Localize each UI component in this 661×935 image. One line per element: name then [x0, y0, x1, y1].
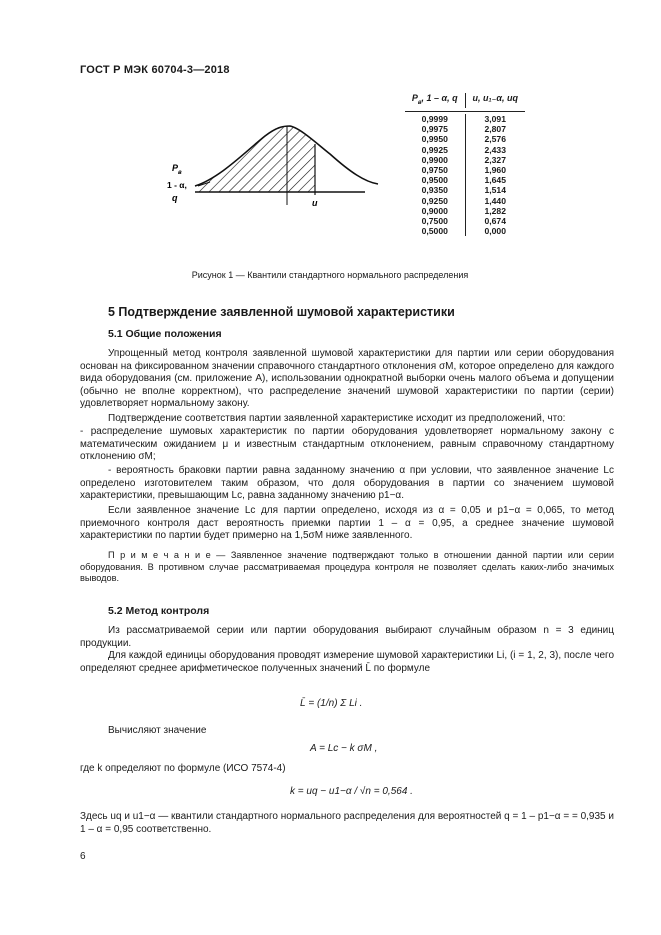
- table-row: [405, 206, 525, 216]
- note-text: Заявленное значение подтверждают только в отношении данной партии или серии оборудования. В противном случае рассматриваемая процедура контроля не позволяет сделать каких-либо значимых выводов.: [80, 550, 615, 584]
- bullet-2: - вероятность браковки партии равна заданному значению α при условии, что заявленное значение Lc определено изготовителем таким образом, что доля оборудования в партии со значением шумовой характеристики, превышающим Lc, равна заданному значению p1−α.: [80, 465, 614, 502]
- table-cell-quantile: 2,433: [484, 144, 506, 155]
- table-row: [405, 114, 525, 124]
- formula-a: A = Lc − k σM ,: [310, 743, 378, 754]
- table-cell-probability: 0,9999: [421, 114, 448, 124]
- paragraph-5-2-1: Из рассматриваемой серии или партии оборудования выбирают случайным образом n = 3 единиц продукции.: [80, 625, 614, 649]
- table-cell-quantile: 1,960: [484, 165, 506, 176]
- table-cell-quantile: 1,282: [484, 205, 506, 216]
- figure-caption: Рисунок 1 — Квантили стандартного нормального распределения: [191, 270, 469, 280]
- table-row: [405, 226, 525, 236]
- paragraph-5-1-1: Упрощенный метод контроля заявленной шумовой характеристики для партии или серии оборудования основан на фиксированном значении справочного стандартного отклонения σM, которое определено для каждого вида оборудования (см. приложение А), использовании однократной выборки очень малого объема и допущении (обычно не вполне корректном), что распределение значений шумовой характеристики по партии (серии) удовлетворяет нормальному закону.: [80, 348, 614, 410]
- label-1a: 1 - α,: [167, 180, 187, 190]
- formula-mean: L̄ = (1/n) Σ Li .: [300, 698, 363, 709]
- table-cell-quantile: 2,327: [484, 154, 506, 165]
- table-cell-quantile: 0,674: [484, 216, 506, 227]
- table-body: [405, 114, 525, 236]
- table-row: [405, 145, 525, 155]
- table-cell-probability: 0,9350: [421, 185, 448, 196]
- table-cell-quantile: 3,091: [484, 114, 506, 124]
- table-cell-probability: 0,9975: [421, 124, 448, 135]
- quantile-table: [405, 93, 525, 236]
- table-cell-probability: 0,5000: [421, 226, 448, 237]
- section-5-title: 5 Подтверждение заявленной шумовой характеристики: [108, 305, 455, 319]
- table-row: [405, 175, 525, 185]
- table-row: [405, 216, 525, 226]
- label-u: u: [312, 198, 318, 208]
- hatched-area: [195, 126, 315, 192]
- section-5-1-title: 5.1 Общие положения: [108, 328, 222, 340]
- note: [80, 550, 614, 585]
- page-number: 6: [80, 851, 86, 862]
- section-5-2-title: 5.2 Метод контроля: [108, 605, 210, 617]
- paragraph-5-2-3: Вычисляют значение: [108, 725, 207, 736]
- table-cell-quantile: 0,000: [484, 226, 506, 237]
- table-cell-quantile: 2,576: [484, 134, 506, 145]
- label-q: q: [172, 193, 178, 203]
- table-cell-probability: 0,9900: [421, 154, 448, 165]
- table-cell-quantile: 2,807: [484, 124, 506, 135]
- table-cell-probability: 0,9000: [421, 205, 448, 216]
- paragraph-5-1-2: Подтверждение соответствия партии заявленной характеристике исходит из предположений, что:: [108, 413, 566, 424]
- table-row: [405, 155, 525, 165]
- table-cell-probability: 0,9500: [421, 175, 448, 186]
- table-row: [405, 134, 525, 144]
- paragraph-5-1-3: Если заявленное значение Lc для партии определено, исходя из α = 0,05 и p1−α = 0,065, то метод приемочного контроля даст вероятность приемки партии 1 – α = 0,95, а среднее значение шумовой характеристики по партии будет примерно на 1,5σM ниже заявленного.: [80, 505, 614, 542]
- paragraph-5-2-4: где k определяют по формуле (ИСО 7574-4): [80, 763, 286, 774]
- table-cell-probability: 0,9925: [421, 144, 448, 155]
- table-cell-quantile: 1,514: [484, 185, 506, 196]
- table-cell-quantile: 1,645: [484, 175, 506, 186]
- table-row: [405, 185, 525, 195]
- table-header: $P_в$, 1 – α, q u, u₁₋α, uq: [405, 93, 525, 112]
- table-row: [405, 124, 525, 134]
- formula-k: k = uq − u1−α / √n = 0,564 .: [290, 786, 413, 797]
- table-cell-probability: 0,9750: [421, 165, 448, 176]
- note-label: П р и м е ч а н и е —: [108, 550, 226, 560]
- table-cell-probability: 0,9250: [421, 195, 448, 206]
- table-cell-probability: 0,9950: [421, 134, 448, 145]
- table-row: [405, 165, 525, 175]
- paragraph-5-2-2: Для каждой единицы оборудования проводят измерение шумовой характеристики Li, (i = 1, 2, 3), после чего определяют среднее арифметическое полученных значений L̄ по формуле: [80, 650, 614, 674]
- paragraph-5-2-5: Здесь uq и u1−α — квантили стандартного нормального распределения для вероятностей q = 1 – p1−α = = 0,935 и 1 – α = 0,95 соответственно.: [80, 811, 614, 835]
- bullet-1: - распределение шумовых характеристик по партии оборудования удовлетворяет нормальному закону с математическим ожиданием μ и известным стандартным отклонением, равным справочному стандартному отклонению σM;: [80, 426, 614, 463]
- document-header: ГОСТ Р МЭК 60704-3—2018: [80, 64, 230, 76]
- label-p: $P_в$: [172, 163, 182, 176]
- table-cell-probability: 0,7500: [421, 216, 448, 227]
- table-row: [405, 196, 525, 206]
- table-cell-quantile: 1,440: [484, 195, 506, 206]
